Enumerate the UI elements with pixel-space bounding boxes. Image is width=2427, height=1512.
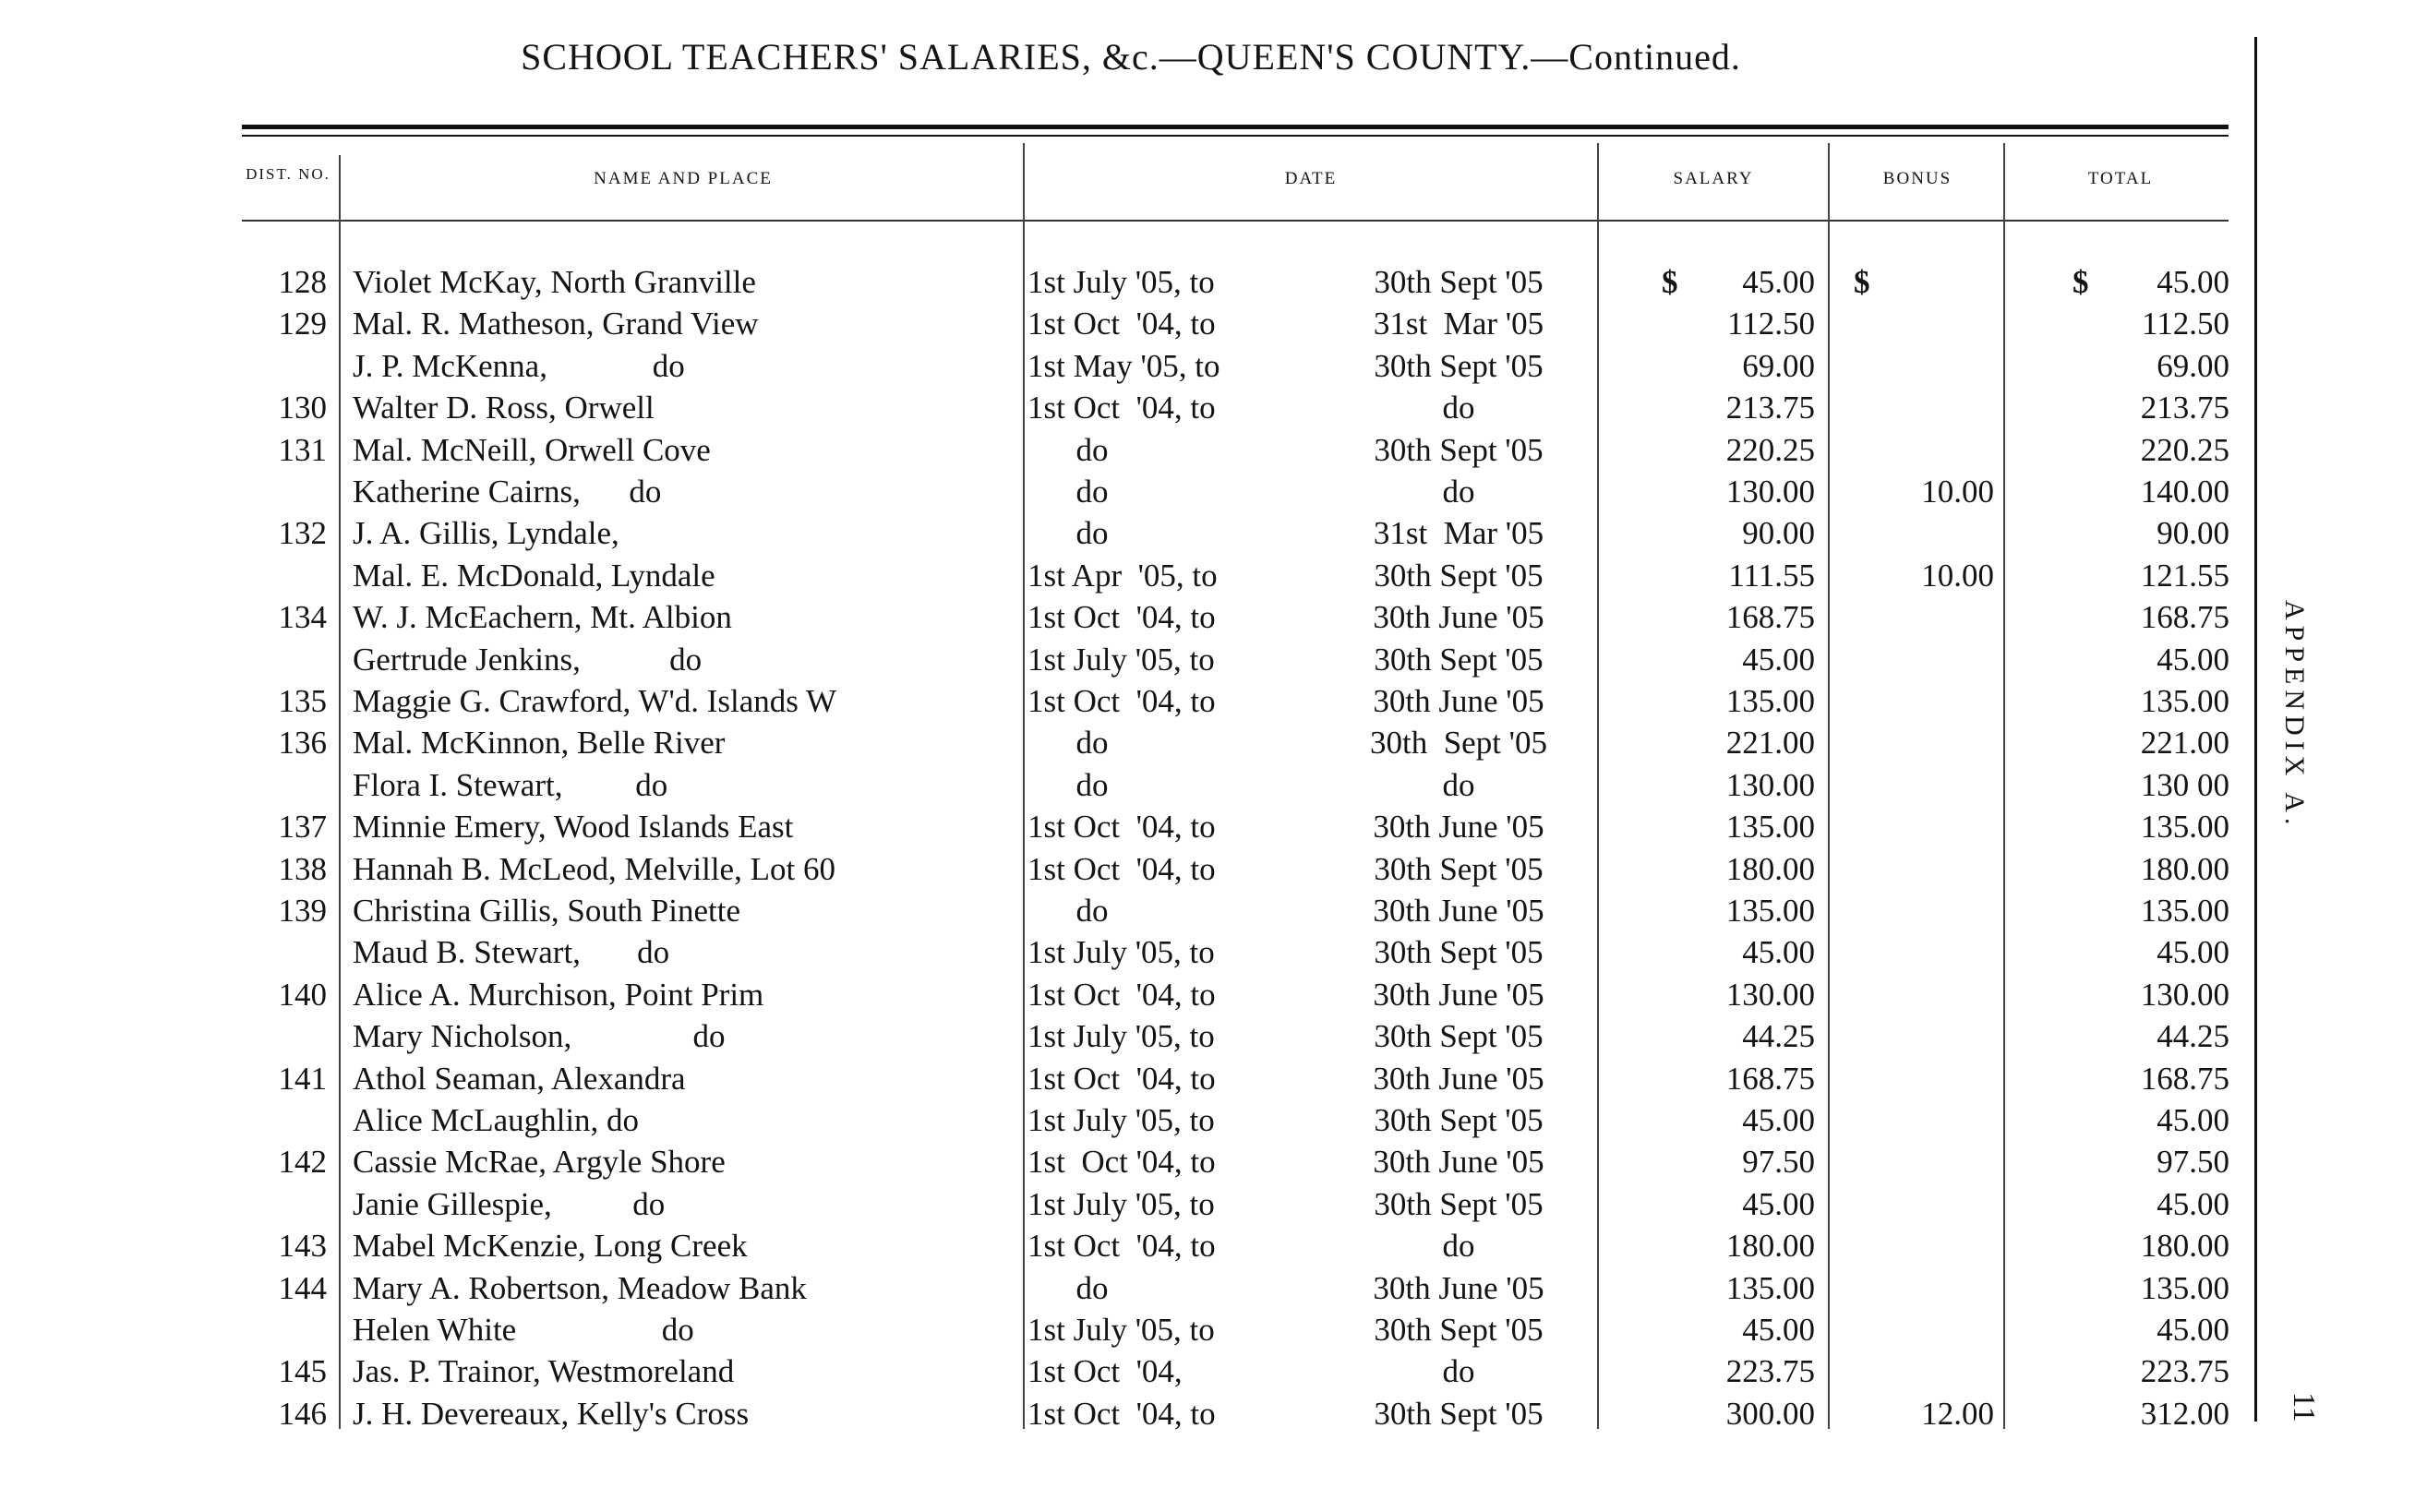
teacher-name-place: Gertrude Jenkins, do	[353, 641, 703, 678]
salary-amount: 135.00	[1725, 683, 1815, 719]
table-row	[0, 683, 2427, 725]
table-row	[0, 977, 2427, 1018]
salary-amount: 223.75	[1725, 1353, 1815, 1390]
table-row	[0, 306, 2427, 347]
date-to: 30th June '05	[1373, 976, 1544, 1013]
total-amount: 97.50	[2157, 1144, 2229, 1181]
total-amount: 69.00	[2157, 347, 2229, 384]
table-row	[0, 515, 2427, 557]
date-from: 1st July '05, to	[1027, 1018, 1215, 1055]
dist-number: 132	[278, 515, 327, 552]
teacher-name-place: Maggie G. Crawford, W'd. Islands W	[353, 683, 837, 719]
table-row	[0, 432, 2427, 474]
table-row	[0, 474, 2427, 515]
dist-number: 142	[278, 1144, 327, 1181]
header-dist-no: DIST. NO.	[246, 165, 330, 183]
table-row	[0, 348, 2427, 390]
date-from: 1st July '05, to	[1027, 934, 1215, 971]
dist-number: 139	[278, 893, 327, 929]
salary-amount: 135.00	[1725, 1269, 1815, 1306]
bonus-amount: 10.00	[1921, 557, 1994, 594]
total-amount: 45.00	[2157, 1102, 2229, 1138]
table-row	[0, 725, 2427, 766]
total-amount: 45.00	[2157, 1312, 2229, 1348]
table-row	[0, 934, 2427, 976]
salary-amount: 45.00	[1742, 1312, 1815, 1348]
table-row	[0, 1270, 2427, 1312]
salary-amount: 45.00	[1742, 1102, 1815, 1138]
total-amount: 90.00	[2157, 515, 2229, 552]
total-amount: 220.25	[2140, 431, 2229, 468]
teacher-name-place: Christina Gillis, South Pinette	[353, 893, 741, 929]
date-to: 30th June '05	[1373, 1060, 1544, 1097]
teacher-name-place: Mal. R. Matheson, Grand View	[353, 306, 759, 342]
teacher-name-place: Alice A. Murchison, Point Prim	[353, 976, 764, 1013]
table-row	[0, 1186, 2427, 1228]
date-to: do	[1442, 766, 1475, 803]
total-amount: 135.00	[2140, 893, 2229, 929]
date-from: 1st Oct '04, to	[1027, 306, 1216, 342]
teacher-name-place: Jas. P. Trainor, Westmoreland	[353, 1353, 735, 1390]
date-to: 31st Mar '05	[1373, 515, 1544, 552]
total-currency-symbol: $	[2073, 264, 2089, 300]
table-row	[0, 599, 2427, 641]
salary-amount: 213.75	[1725, 390, 1815, 426]
date-to: 30th June '05	[1373, 1269, 1544, 1306]
date-to: 30th Sept '05	[1374, 1312, 1544, 1348]
date-to: 30th Sept '05	[1374, 1102, 1544, 1138]
total-amount: 140.00	[2140, 474, 2229, 510]
salary-amount: 130.00	[1725, 474, 1815, 510]
appendix-label: APPENDIX A.	[2279, 600, 2310, 831]
total-amount: 312.00	[2140, 1395, 2229, 1432]
total-amount: 45.00	[2157, 264, 2229, 300]
teacher-name-place: J. P. McKenna, do	[353, 347, 685, 384]
date-to: 30th Sept '05	[1374, 641, 1544, 678]
table-row	[0, 1018, 2427, 1060]
table-row	[0, 809, 2427, 850]
date-from: do	[1027, 766, 1109, 803]
date-to: 30th June '05	[1373, 599, 1544, 636]
salary-amount: 45.00	[1742, 1185, 1815, 1222]
date-from: 1st Oct '04, to	[1027, 1060, 1216, 1097]
teacher-name-place: Cassie McRae, Argyle Shore	[353, 1144, 726, 1181]
date-from: 1st Apr '05, to	[1027, 557, 1218, 594]
date-to: 30th Sept '05	[1374, 347, 1544, 384]
date-from: 1st Oct '04, to	[1027, 1395, 1216, 1432]
total-amount: 45.00	[2157, 934, 2229, 971]
date-to: 30th Sept '05	[1374, 431, 1544, 468]
dist-number: 131	[278, 431, 327, 468]
date-from: 1st July '05, to	[1027, 641, 1215, 678]
page-title: SCHOOL TEACHERS' SALARIES, &c.—QUEEN'S COUNTY.—Continued.	[521, 36, 1741, 78]
teacher-name-place: J. H. Devereaux, Kelly's Cross	[353, 1395, 750, 1432]
date-to: 30th June '05	[1373, 893, 1544, 929]
teacher-name-place: Maud B. Stewart, do	[353, 934, 670, 971]
date-to: 30th Sept '05	[1374, 934, 1544, 971]
total-amount: 180.00	[2140, 850, 2229, 887]
dist-number: 141	[278, 1060, 327, 1097]
salary-amount: 45.00	[1742, 264, 1815, 300]
salary-amount: 45.00	[1742, 934, 1815, 971]
teacher-name-place: J. A. Gillis, Lyndale,	[353, 515, 619, 552]
date-from: do	[1027, 725, 1109, 762]
dist-number: 140	[278, 976, 327, 1013]
date-to: do	[1442, 390, 1475, 426]
header-total: TOTAL	[2087, 169, 2154, 188]
salary-amount: 130.00	[1725, 766, 1815, 803]
total-amount: 180.00	[2140, 1228, 2229, 1265]
total-amount: 135.00	[2140, 683, 2229, 719]
dist-number: 144	[278, 1269, 327, 1306]
salary-amount: 111.55	[1728, 557, 1815, 594]
total-amount: 45.00	[2157, 641, 2229, 678]
total-amount: 45.00	[2157, 1185, 2229, 1222]
date-from: 1st July '05, to	[1027, 264, 1215, 300]
total-amount: 221.00	[2140, 725, 2229, 762]
date-to: 30th Sept '05	[1374, 850, 1544, 887]
date-to: 30th Sept '05	[1374, 264, 1544, 300]
date-from: do	[1027, 431, 1109, 468]
table-row	[0, 264, 2427, 306]
date-from: 1st Oct '04, to	[1027, 1144, 1216, 1181]
teacher-name-place: Violet McKay, North Granville	[353, 264, 756, 300]
teacher-name-place: W. J. McEachern, Mt. Albion	[353, 599, 732, 636]
table-row	[0, 1144, 2427, 1185]
date-from: 1st Oct '04, to	[1027, 850, 1216, 887]
date-from: do	[1027, 1269, 1109, 1306]
bonus-currency-symbol: $	[1854, 264, 1870, 300]
dist-number: 146	[278, 1395, 327, 1432]
dist-number: 138	[278, 850, 327, 887]
page-number: 11	[2287, 1392, 2321, 1422]
date-to: 30th Sept '05	[1374, 1395, 1544, 1432]
total-amount: 130 00	[2140, 766, 2229, 803]
table-row	[0, 642, 2427, 683]
salary-amount: 135.00	[1725, 809, 1815, 846]
total-amount: 168.75	[2140, 599, 2229, 636]
table-row	[0, 1312, 2427, 1353]
date-from: 1st Oct '04, to	[1027, 976, 1216, 1013]
total-amount: 223.75	[2140, 1353, 2229, 1390]
teacher-name-place: Flora I. Stewart, do	[353, 766, 668, 803]
salary-amount: 135.00	[1725, 893, 1815, 929]
salary-amount: 221.00	[1725, 725, 1815, 762]
date-from: 1st Oct '04,	[1027, 1353, 1183, 1390]
dist-number: 137	[278, 809, 327, 846]
date-from: 1st Oct '04, to	[1027, 599, 1216, 636]
salary-amount: 220.25	[1725, 431, 1815, 468]
teacher-name-place: Mary Nicholson, do	[353, 1018, 726, 1055]
total-amount: 168.75	[2140, 1060, 2229, 1097]
teacher-name-place: Mary A. Robertson, Meadow Bank	[353, 1269, 807, 1306]
bonus-amount: 12.00	[1921, 1395, 1994, 1432]
total-amount: 121.55	[2140, 557, 2229, 594]
salary-amount: 168.75	[1725, 1060, 1815, 1097]
teacher-name-place: Katherine Cairns, do	[353, 474, 662, 510]
date-from: 1st May '05, to	[1027, 347, 1220, 384]
teacher-name-place: Hannah B. McLeod, Melville, Lot 60	[353, 850, 835, 887]
date-to: 30th June '05	[1373, 809, 1544, 846]
teacher-name-place: Alice McLaughlin, do	[353, 1102, 640, 1138]
date-from: 1st July '05, to	[1027, 1102, 1215, 1138]
header-bonus: BONUS	[1882, 169, 1952, 188]
dist-number: 143	[278, 1228, 327, 1265]
date-from: 1st Oct '04, to	[1027, 390, 1216, 426]
total-amount: 213.75	[2140, 390, 2229, 426]
teacher-name-place: Minnie Emery, Wood Islands East	[353, 809, 794, 846]
date-to: 30th June '05	[1373, 1144, 1544, 1181]
date-to: 30th Sept '05	[1374, 1018, 1544, 1055]
bonus-amount: 10.00	[1921, 474, 1994, 510]
teacher-name-place: Mabel McKenzie, Long Creek	[353, 1228, 748, 1265]
header-rule-bottom	[242, 220, 2229, 222]
table-row	[0, 1228, 2427, 1269]
salary-currency-symbol: $	[1662, 264, 1678, 300]
date-to: 31st Mar '05	[1373, 306, 1544, 342]
date-from: 1st July '05, to	[1027, 1312, 1215, 1348]
salary-amount: 45.00	[1742, 641, 1815, 678]
header-rule-thick	[242, 125, 2229, 129]
date-from: 1st July '05, to	[1027, 1185, 1215, 1222]
dist-number: 145	[278, 1353, 327, 1390]
date-from: 1st Oct '04, to	[1027, 1228, 1216, 1265]
salary-amount: 69.00	[1742, 347, 1815, 384]
table-row	[0, 1102, 2427, 1144]
salary-amount: 90.00	[1742, 515, 1815, 552]
salary-amount: 180.00	[1725, 1228, 1815, 1265]
date-from: 1st Oct '04, to	[1027, 683, 1216, 719]
date-from: 1st Oct '04, to	[1027, 809, 1216, 846]
total-amount: 135.00	[2140, 809, 2229, 846]
date-to: 30th Sept '05	[1369, 725, 1547, 762]
table-row	[0, 1061, 2427, 1102]
header-date: DATE	[1284, 169, 1338, 188]
teacher-name-place: Mal. E. McDonald, Lyndale	[353, 557, 715, 594]
teacher-name-place: Janie Gillespie, do	[353, 1185, 666, 1222]
header-name-and-place: NAME AND PLACE	[594, 169, 773, 188]
date-to: 30th Sept '05	[1374, 1185, 1544, 1222]
dist-number: 129	[278, 306, 327, 342]
salary-amount: 180.00	[1725, 850, 1815, 887]
date-to: do	[1442, 1228, 1475, 1265]
table-row	[0, 851, 2427, 893]
teacher-name-place: Walter D. Ross, Orwell	[353, 390, 655, 426]
table-row	[0, 1353, 2427, 1395]
date-to: 30th Sept '05	[1374, 557, 1544, 594]
salary-amount: 300.00	[1725, 1395, 1815, 1432]
header-salary: SALARY	[1673, 169, 1754, 188]
salary-amount: 112.50	[1727, 306, 1815, 342]
dist-number: 134	[278, 599, 327, 636]
salary-amount: 130.00	[1725, 976, 1815, 1013]
total-amount: 44.25	[2157, 1018, 2229, 1055]
total-amount: 112.50	[2142, 306, 2229, 342]
salary-amount: 168.75	[1725, 599, 1815, 636]
salary-amount: 44.25	[1742, 1018, 1815, 1055]
header-rule-thin	[242, 135, 2229, 137]
table-row	[0, 767, 2427, 809]
salary-amount: 97.50	[1742, 1144, 1815, 1181]
date-from: do	[1027, 515, 1109, 552]
teacher-name-place: Athol Seaman, Alexandra	[353, 1060, 686, 1097]
date-from: do	[1027, 474, 1109, 510]
dist-number: 130	[278, 390, 327, 426]
teacher-name-place: Mal. McKinnon, Belle River	[353, 725, 726, 762]
table-row	[0, 558, 2427, 599]
dist-number: 135	[278, 683, 327, 719]
total-amount: 130.00	[2140, 976, 2229, 1013]
date-to: do	[1442, 1353, 1475, 1390]
table-row	[0, 1396, 2427, 1437]
teacher-name-place: Mal. McNeill, Orwell Cove	[353, 431, 711, 468]
date-to: 30th June '05	[1373, 683, 1544, 719]
dist-number: 128	[278, 264, 327, 300]
table-row	[0, 390, 2427, 431]
total-amount: 135.00	[2140, 1269, 2229, 1306]
date-to: do	[1442, 474, 1475, 510]
teacher-name-place: Helen White do	[353, 1312, 694, 1348]
table-row	[0, 893, 2427, 934]
date-from: do	[1027, 893, 1109, 929]
dist-number: 136	[278, 725, 327, 762]
